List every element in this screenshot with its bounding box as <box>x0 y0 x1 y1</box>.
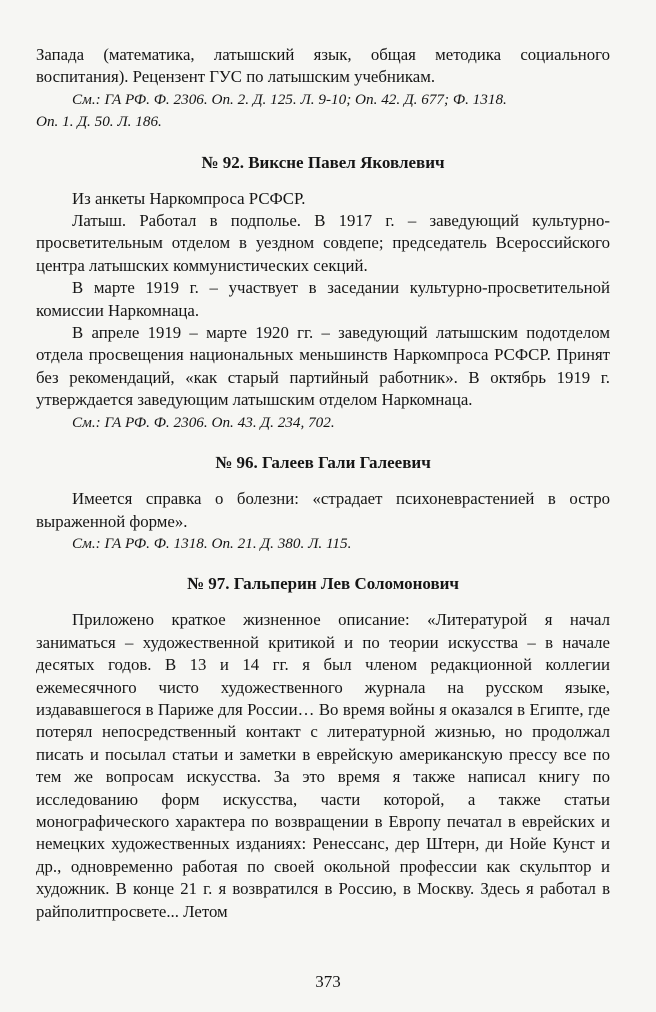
entry-96-paragraph-1: Имеется справка о болезни: «страдает психоневрастенией в остро выраженной форме». <box>36 489 610 531</box>
entry-96-reference: См.: ГА РФ. Ф. 1318. Оп. 21. Д. 380. Л. 115. <box>72 534 352 552</box>
intro-reference-line-1: См.: ГА РФ. Ф. 2306. Оп. 2. Д. 125. Л. 9-10; Оп. 42. Д. 677; Ф. 1318. <box>72 90 507 108</box>
entry-heading-92: № 92. Виксне Павел Яковлевич <box>201 152 445 172</box>
intro-continuation: Запада (математика, латышский язык, общая методика социального воспитания). Рецензент ГУС по латышским учебникам. <box>36 45 610 87</box>
intro-reference-line-2: Оп. 1. Д. 50. Л. 186. <box>36 113 162 131</box>
entry-92-paragraph-2: Латыш. Работал в подполье. В 1917 г. – заведующий культурно-просветительным отделом в уездном совдепе; председатель Всероссийского центра латышских коммунистических секций. <box>36 211 610 275</box>
page-number: 373 <box>315 972 341 991</box>
entry-92-paragraph-4: В апреле 1919 – марте 1920 гг. – заведующий латышским подотделом отдела просвещения национальных меньшинств Наркомпроса РСФСР. Принят без рекомендаций, «как старый партийный работник». В октябрь 1919 г. утверждается заведующим латышским отделом Наркомнаца. <box>36 323 610 410</box>
entry-92-paragraph-1: Из анкеты Наркомпроса РСФСР. <box>72 188 306 208</box>
entry-92-paragraph-3: В марте 1919 г. – участвует в заседании культурно-просветительной комиссии Наркомнаца. <box>36 278 610 320</box>
entry-heading-96: № 96. Галеев Гали Галеевич <box>215 453 431 473</box>
entry-heading-97: № 97. Гальперин Лев Соломонович <box>186 574 460 594</box>
entry-92-reference: См.: ГА РФ. Ф. 2306. Оп. 43. Д. 234, 702. <box>72 413 335 431</box>
entry-97-paragraph-1: Приложено краткое жизненное описание: «Литературой я начал заниматься – художественной критикой и по теории искусства – в начале десятых годов. В 13 и 14 гг. я был членом редакционной коллегии ежемесячного чисто художественного журнала на русском языке, издававшегося в Париже для России… Во время войны я оказался в Египте, где потерял непосредственный контакт с литературной жизнью, но продолжал писать и посылал статьи и заметки в еврейскую американскую прессу все по тем же вопросам искусства. За это время я также написал книгу по исследованию форм искусства, части которой, а также статьи монографического характера по возвращении в Европу печатал в еврейских и немецких художественных изданиях: Ренессанс, дер Штерн, ди Нойе Кунст и др., одновременно работая по своей окольной профессии как скульптор и художник. В конце 21 г. я возвратился в Россию, в Москву. Здесь я работал в райполитпросвете... Летом <box>36 610 610 921</box>
